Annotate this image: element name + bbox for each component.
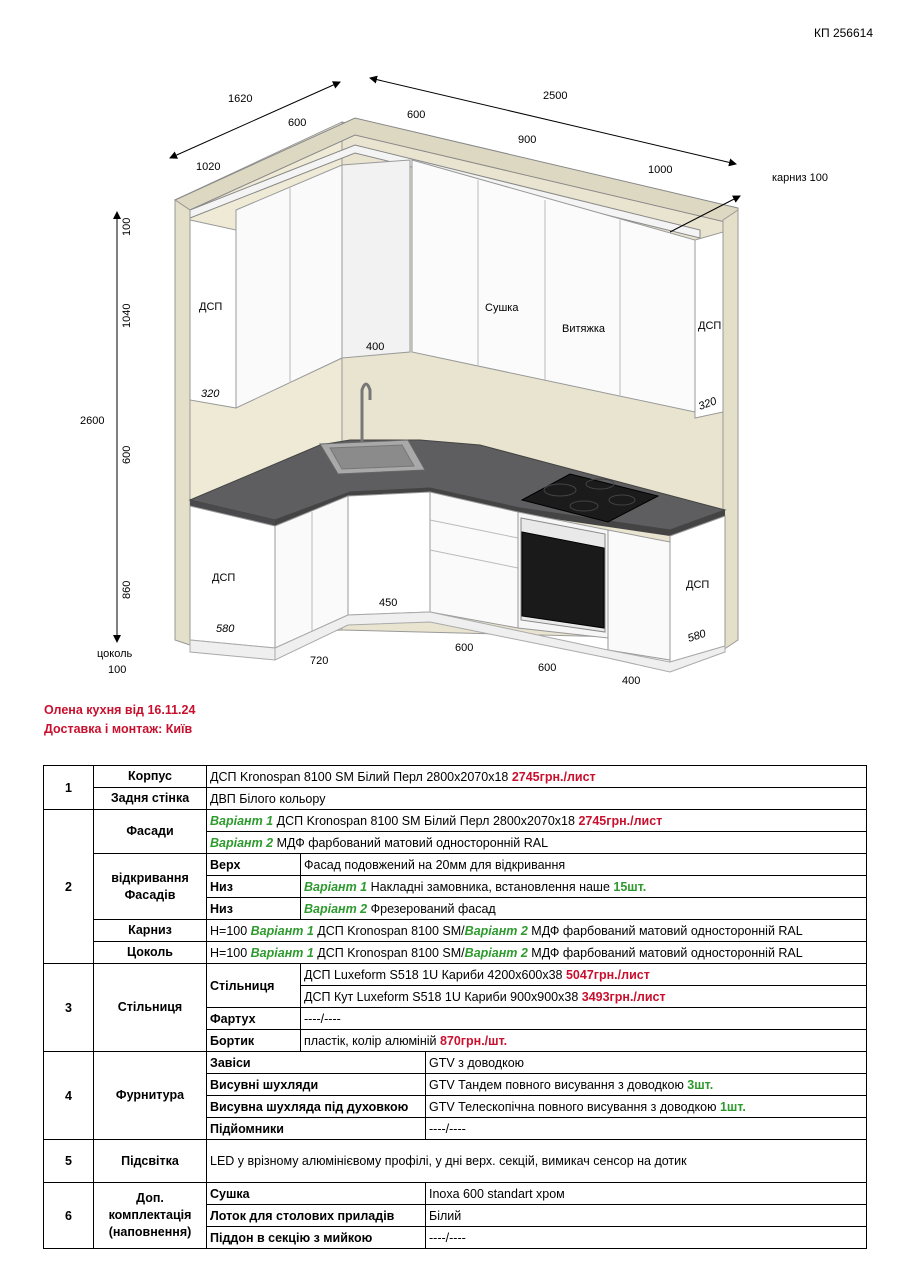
sub-label: Верх — [207, 854, 301, 876]
sub-label: Висувна шухляда під духовкою — [207, 1096, 426, 1118]
sub-label: Фартух — [207, 1008, 301, 1030]
label-sushka: Сушка — [485, 302, 519, 314]
drawer-cabinet — [430, 492, 518, 628]
upper-left-side — [190, 220, 236, 408]
row-value: GTV Телескопічна повного висування з доводкою 1шт. — [426, 1096, 867, 1118]
dim-1620: 1620 — [228, 93, 253, 105]
sub-label: Підйомники — [207, 1118, 426, 1140]
dim-450: 450 — [379, 597, 398, 609]
section-number: 2 — [44, 810, 94, 964]
headline — [44, 701, 195, 739]
label-karniz: карниз 100 — [772, 172, 828, 184]
sub-label: Завіси — [207, 1052, 426, 1074]
dim-v-100: 100 — [121, 217, 133, 236]
dim-400-bottom: 400 — [622, 675, 641, 687]
row-value: Фасад подовжений на 20мм для відкривання — [301, 854, 867, 876]
row-value: ----/---- — [301, 1008, 867, 1030]
sub-label: Стільниця — [207, 964, 301, 1008]
specification-table — [43, 765, 867, 1249]
label-cokol: цоколь — [97, 648, 133, 660]
section-title: Доп. комплектація (наповнення) — [94, 1183, 207, 1249]
row-value: ----/---- — [426, 1227, 867, 1249]
price: 3493грн./лист — [581, 989, 666, 1004]
price: 870грн./шт. — [439, 1033, 508, 1048]
sub-label: Лоток для столових приладів — [207, 1205, 426, 1227]
section-title: Стільниця — [94, 964, 207, 1052]
row-label: відкривання Фасадів — [94, 854, 207, 920]
table-row — [44, 942, 867, 964]
table-row — [44, 1183, 867, 1205]
table-row — [44, 810, 867, 832]
document-number: КП 256614 — [814, 26, 873, 40]
row-value: пластік, колір алюміній 870грн./шт. — [301, 1030, 867, 1052]
dim-600-left: 600 — [288, 117, 307, 129]
dim-v-2600: 2600 — [80, 415, 105, 427]
row-value: ДСП Кут Luxeform S518 1U Кариби 900х900х38 3493грн./лист — [301, 986, 867, 1008]
row-value: Варіант 2 Фрезерований фасад — [301, 898, 867, 920]
row-value: Н=100 Варіант 1 ДСП Kronospan 8100 SM/Варіант 2 МДФ фарбований матовий односторонній RAL — [207, 920, 867, 942]
sub-label: Низ — [207, 898, 301, 920]
dim-600-a: 600 — [455, 642, 474, 654]
row-value: GTV з доводкою — [426, 1052, 867, 1074]
dim-900: 900 — [518, 134, 537, 146]
label-dsp-upper-left: ДСП — [199, 301, 223, 313]
dim-cokol-100: 100 — [108, 664, 127, 676]
dim-600-b: 600 — [538, 662, 557, 674]
section-number: 1 — [44, 766, 94, 810]
row-label: Фасади — [94, 810, 207, 854]
section-title: Підсвітка — [94, 1140, 207, 1183]
dim-320-left: 320 — [201, 388, 220, 400]
lower-right-front — [608, 530, 670, 660]
dim-600-top: 600 — [407, 109, 426, 121]
price: 2745грн./лист — [578, 813, 663, 828]
price: 5047грн./лист — [565, 967, 650, 982]
dim-1020: 1020 — [196, 161, 221, 173]
label-vytyazhka: Витяжка — [562, 323, 606, 335]
dim-580-right: 580 — [686, 627, 708, 645]
headline-delivery: Доставка і монтаж: Київ — [44, 722, 193, 736]
row-label: Цоколь — [94, 942, 207, 964]
table-row — [44, 964, 867, 986]
price: 2745грн./лист — [511, 769, 596, 784]
row-value: Варіант 1 ДСП Kronospan 8100 SM Білий Перл 2800х2070х18 2745грн./лист — [207, 810, 867, 832]
dim-v-600: 600 — [121, 445, 133, 464]
row-label: Карниз — [94, 920, 207, 942]
row-value: Варіант 2 МДФ фарбований матовий односторонній RAL — [207, 832, 867, 854]
dim-v-1040: 1040 — [121, 303, 133, 328]
dim-720: 720 — [310, 655, 329, 667]
row-value: GTV Тандем повного висування з доводкою 3шт. — [426, 1074, 867, 1096]
row-value: LED у врізному алюмінієвому профілі, у дні верх. секцій, вимикач сенсор на дотик — [207, 1140, 867, 1183]
table-row — [44, 1052, 867, 1074]
table-row — [44, 920, 867, 942]
sub-label: Бортик — [207, 1030, 301, 1052]
table-row — [44, 766, 867, 788]
section-number: 6 — [44, 1183, 94, 1249]
row-value: Н=100 Варіант 1 ДСП Kronospan 8100 SM/Варіант 2 МДФ фарбований матовий односторонній RAL — [207, 942, 867, 964]
sub-label: Низ — [207, 876, 301, 898]
row-label: Задня стінка — [94, 788, 207, 810]
sub-label: Сушка — [207, 1183, 426, 1205]
row-value: Inoxa 600 standart хром — [426, 1183, 867, 1205]
label-dsp-upper-right: ДСП — [698, 320, 722, 332]
row-value: ДВП Білого кольору — [207, 788, 867, 810]
dim-2500: 2500 — [543, 90, 568, 102]
section-number: 4 — [44, 1052, 94, 1140]
kitchen-drawing — [0, 60, 905, 700]
section-number: 5 — [44, 1140, 94, 1183]
dim-v-860: 860 — [121, 580, 133, 599]
label-dsp-lower-left: ДСП — [212, 572, 236, 584]
sub-label: Висувні шухляди — [207, 1074, 426, 1096]
sub-label: Піддон в секцію з мийкою — [207, 1227, 426, 1249]
row-value: ----/---- — [426, 1118, 867, 1140]
section-title: Фурнитура — [94, 1052, 207, 1140]
row-value: ДСП Luxeform S518 1U Кариби 4200х600х38 5047грн./лист — [301, 964, 867, 986]
dim-580-left: 580 — [216, 623, 235, 635]
row-label: Корпус — [94, 766, 207, 788]
row-value: Білий — [426, 1205, 867, 1227]
dim-1000: 1000 — [648, 164, 673, 176]
table-row — [44, 854, 867, 876]
row-value: ДСП Kronospan 8100 SM Білий Перл 2800х2070х18 2745грн./лист — [207, 766, 867, 788]
dim-400-upper: 400 — [366, 341, 385, 353]
headline-client: Олена кухня від 16.11.24 — [44, 703, 196, 717]
table-row — [44, 788, 867, 810]
table-row — [44, 1140, 867, 1183]
row-value: Варіант 1 Накладні замовника, встановлення наше 15шт. — [301, 876, 867, 898]
section-number: 3 — [44, 964, 94, 1052]
label-dsp-lower-right: ДСП — [686, 579, 710, 591]
dim-320-right: 320 — [696, 395, 719, 413]
